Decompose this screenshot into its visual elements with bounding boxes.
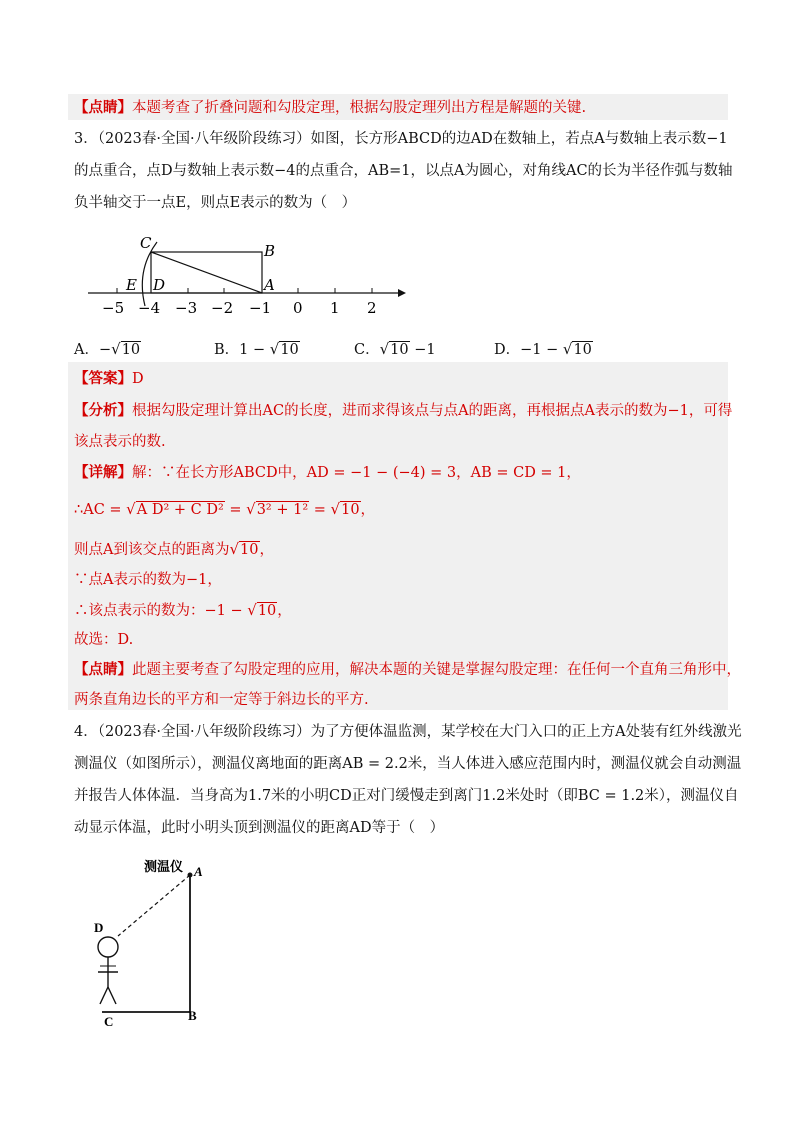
person-head-icon bbox=[98, 937, 118, 957]
detail-3-radicand: 10 bbox=[240, 542, 259, 558]
analysis-text-1: 根据勾股定理计算出AC的长度，进而求得该点与点A的距离，再根据点A表示的数为−1，可得 bbox=[132, 403, 733, 419]
detail-2-pre: ∴AC = bbox=[74, 502, 127, 518]
option-a-radicand: 10 bbox=[121, 342, 141, 358]
q4-line-4: 动显示体温，此时小明头顶到测温仪的距离AD等于（ ） bbox=[74, 820, 445, 836]
review-line-1 bbox=[74, 660, 741, 680]
review-tag: 【点睛】 bbox=[74, 99, 132, 116]
axis-arrow-icon bbox=[398, 289, 406, 297]
detail-line-1 bbox=[74, 463, 581, 483]
option-d-label: D． bbox=[494, 342, 521, 358]
point-label-c: C bbox=[140, 234, 152, 252]
point-label-a-fig2: A bbox=[194, 864, 203, 879]
q4-line-2: 测温仪（如图所示），测温仪离地面的距离AB = 2.2米，当人体进入感应范围内时，测温仪就会自动测温 bbox=[74, 756, 742, 772]
detail-text-1: 解：∵在长方形ABCD中，AD = −1 − (−4) = 3，AB = CD = 1， bbox=[132, 465, 581, 481]
diagonal-ac bbox=[151, 252, 262, 293]
detail-tag: 【详解】 bbox=[74, 464, 132, 481]
q3-line-1: 3．（2023春·全国·八年级阶段练习）如图，长方形ABCD的边AD在数轴上，若点A与数轴上表示数−1 bbox=[74, 131, 728, 147]
option-c-radicand: 10 bbox=[390, 342, 409, 358]
detail-2-radicand-3: 10 bbox=[341, 502, 360, 518]
option-a-pre: − bbox=[98, 342, 112, 358]
q3-number-line-figure bbox=[80, 228, 420, 324]
detail-line-2: ∴AC = √A D² + C D² = √3² + 1² = √10， bbox=[74, 500, 376, 518]
option-b-label: B． bbox=[214, 342, 240, 358]
tick-label: −4 bbox=[138, 299, 161, 317]
detail-5-post: ， bbox=[277, 603, 292, 619]
point-label-e: E bbox=[126, 276, 137, 294]
point-label-d: D bbox=[153, 276, 166, 294]
detail-5-pre: ∴该点表示的数为：−1 − bbox=[74, 603, 248, 619]
q4-thermometer-figure bbox=[90, 852, 230, 1032]
point-label-c-fig2: C bbox=[104, 1014, 114, 1029]
answer-line bbox=[74, 369, 144, 389]
option-c-post: −1 bbox=[409, 342, 436, 358]
point-label-a: A bbox=[264, 276, 275, 294]
tick-label: −3 bbox=[175, 299, 198, 317]
q4-line-1: 4．（2023春·全国·八年级阶段练习）为了方便体温监测，某学校在大门入口的正上方A处装有红外线激光 bbox=[74, 724, 742, 740]
q3-line-2: 的点重合，点D与数轴上表示数−4的点重合，AB=1，以点A为圆心，对角线AC的长为半径作弧与数轴 bbox=[74, 163, 733, 179]
point-label-b: B bbox=[264, 242, 276, 260]
detail-line-4: ∵点A表示的数为−1， bbox=[74, 572, 222, 588]
review-tag-q3: 【点睛】 bbox=[74, 661, 132, 678]
tick-label: −2 bbox=[211, 299, 234, 317]
detail-5-radicand: 10 bbox=[257, 603, 277, 619]
prev-review-line bbox=[74, 98, 586, 118]
answer-value: D bbox=[132, 371, 144, 387]
detail-2-post: ， bbox=[360, 502, 376, 518]
thermometer-device-icon bbox=[188, 873, 193, 878]
detail-line-5: ∴该点表示的数为：−1 − √10， bbox=[74, 601, 292, 619]
detail-2-radicand-1: A D² + C D² bbox=[136, 502, 224, 518]
analysis-tag: 【分析】 bbox=[74, 402, 132, 419]
detail-2-eq: = bbox=[224, 502, 247, 518]
option-d-radicand: 10 bbox=[573, 342, 592, 358]
point-label-b-fig2: B bbox=[188, 1008, 197, 1023]
tick-label: 0 bbox=[293, 299, 303, 317]
detail-3-post: ， bbox=[259, 542, 274, 558]
detail-3-pre: 则点A到该交点的距离为 bbox=[74, 542, 230, 558]
tick-label: 1 bbox=[330, 299, 340, 317]
option-b-radicand: 10 bbox=[280, 342, 299, 358]
person-left-leg bbox=[100, 987, 108, 1004]
q4-line-3: 并报告人体体温．当身高为1.7米的小明CD正对门缓慢走到离门1.2米处时（即BC = 1.2米），测温仪自 bbox=[74, 788, 739, 804]
option-b-pre: 1 − bbox=[239, 342, 270, 358]
detail-2-radicand-2: 3² + 1² bbox=[256, 502, 309, 518]
option-a-label: A． bbox=[74, 342, 99, 358]
review-line-2: 两条直角边长的平方和一定等于斜边长的平方. bbox=[74, 692, 369, 708]
option-c-label: C． bbox=[354, 342, 380, 358]
point-label-d-fig2: D bbox=[94, 920, 104, 935]
detail-line-3: 则点A到该交点的距离为√10， bbox=[74, 540, 274, 558]
review-text-1: 此题主要考查了勾股定理的应用，解决本题的关键是掌握勾股定理：在任何一个直角三角形中， bbox=[132, 662, 741, 678]
tick-label: 2 bbox=[367, 299, 377, 317]
tick-label: −5 bbox=[102, 299, 125, 317]
detail-2-eq2: = bbox=[309, 502, 331, 518]
analysis-line-1 bbox=[74, 401, 732, 421]
answer-tag: 【答案】 bbox=[74, 370, 132, 387]
review-text: 本题考查了折叠问题和勾股定理，根据勾股定理列出方程是解题的关键. bbox=[132, 100, 587, 116]
analysis-line-2: 该点表示的数. bbox=[74, 434, 166, 450]
option-d[interactable]: D．−1 − √10 bbox=[494, 340, 592, 358]
option-a[interactable]: A．−√10 bbox=[74, 340, 141, 358]
person-right-leg bbox=[108, 987, 116, 1004]
option-d-pre: −1 − bbox=[520, 342, 563, 358]
tick-label: −1 bbox=[249, 299, 272, 317]
q3-line-3: 负半轴交于一点E，则点E表示的数为（ ） bbox=[74, 195, 357, 211]
device-label: 测温仪 bbox=[144, 859, 184, 874]
option-c[interactable]: C．√10 −1 bbox=[354, 340, 436, 358]
option-b[interactable]: B．1 − √10 bbox=[214, 340, 299, 358]
detail-line-6: 故选：D. bbox=[74, 632, 134, 648]
dashed-line-ad bbox=[118, 875, 190, 936]
